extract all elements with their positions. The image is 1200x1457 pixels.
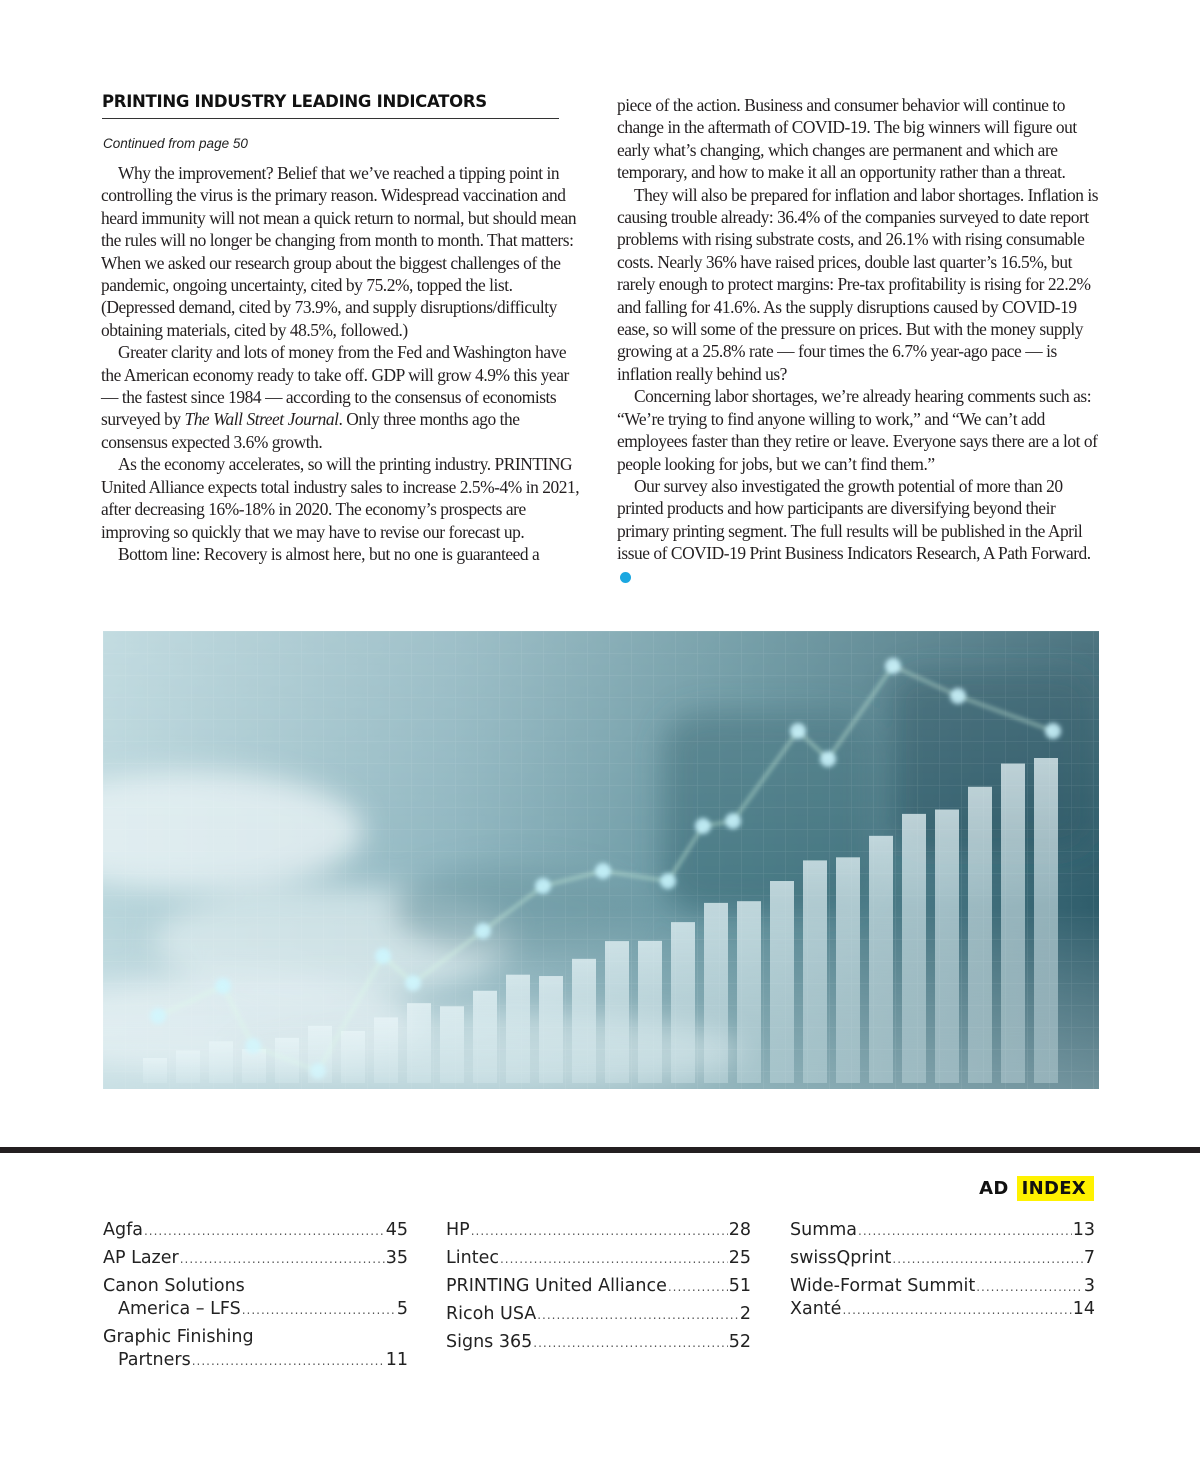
advertiser-name: Xanté bbox=[790, 1299, 842, 1319]
ad-entry-printing-united bbox=[446, 1276, 751, 1299]
article-paragraph: piece of the action. Business and consumer behavior will continue to change in the aftermath of COVID-19. The big winners will figure out early what’s changing, which changes are permanent and which are temporary, and how to make it all an opportunity rather than a threat. bbox=[617, 95, 1077, 183]
article-paragraph bbox=[617, 475, 1101, 587]
article-column-right bbox=[617, 94, 1101, 587]
article-column-left bbox=[101, 162, 586, 565]
end-of-article-dot-icon bbox=[620, 572, 631, 583]
page-number: 11 bbox=[385, 1350, 408, 1370]
leader-dots bbox=[537, 1308, 739, 1322]
article-paragraph: Why the improvement? Belief that we’ve reached a tipping point in controlling the virus is the primary reason. Widespread vaccination and heard immunity will not mean a quick return to normal, but should mean the rules will no longer be changing from month to month. That matters: When we asked our research group about the biggest challenges of the pandemic, ongoing uncertainty, cited by 75.2%, topped the list. (Depressed demand, cited by 73.9%, and supply disruptions/difficulty obtaining materials, cited by 48.5%, followed.) bbox=[101, 163, 577, 340]
advertiser-name: swissQprint bbox=[790, 1248, 892, 1268]
ad-entry-summa bbox=[790, 1220, 1095, 1243]
ad-entry-agfa bbox=[103, 1220, 408, 1243]
page-number: 5 bbox=[396, 1299, 408, 1319]
ad-index-column-1 bbox=[103, 1220, 408, 1378]
page-number: 51 bbox=[728, 1276, 751, 1296]
advertiser-name: Summa bbox=[790, 1220, 858, 1240]
stock-photo-growth-chart bbox=[103, 631, 1099, 1089]
leader-dots bbox=[471, 1224, 728, 1238]
page-number: 35 bbox=[385, 1248, 408, 1268]
section-title: PRINTING INDUSTRY LEADING INDICATORS bbox=[102, 92, 559, 119]
article-text: . Only three months ago the consensus expected 3.6% growth. bbox=[101, 409, 520, 452]
ad-entry-graphic-finishing bbox=[103, 1327, 408, 1373]
ad-entry-hp bbox=[446, 1220, 751, 1243]
section-divider bbox=[0, 1147, 1200, 1153]
ad-index-title-index: INDEX bbox=[1017, 1176, 1094, 1201]
ad-entry-lintec bbox=[446, 1248, 751, 1271]
continued-note: Continued from page 50 bbox=[103, 136, 248, 151]
ad-entry-ap-lazer bbox=[103, 1248, 408, 1271]
leader-dots bbox=[842, 1303, 1071, 1317]
page-number: 13 bbox=[1072, 1220, 1095, 1240]
page-number: 52 bbox=[728, 1332, 751, 1352]
article-text: Our survey also investigated the growth potential of more than 20 printed products and how participants are diversifying beyond their primary printing segment. The full results will be published in the April issue of COVID-19 Print Business Indicators Research, A Path Forward. bbox=[617, 475, 1091, 564]
ad-entry-ricoh bbox=[446, 1304, 751, 1327]
leader-dots bbox=[180, 1252, 385, 1266]
page-number: 45 bbox=[385, 1220, 408, 1240]
leader-dots bbox=[976, 1280, 1083, 1294]
advertiser-name: Lintec bbox=[446, 1248, 499, 1268]
advertiser-name: Canon Solutions bbox=[103, 1276, 245, 1296]
leader-dots bbox=[668, 1280, 728, 1294]
ad-entry-swissqprint bbox=[790, 1248, 1095, 1271]
ad-index-title-ad: AD bbox=[979, 1177, 1009, 1199]
advertiser-name: Ricoh USA bbox=[446, 1304, 537, 1324]
page-number: 28 bbox=[728, 1220, 751, 1240]
advertiser-name-cont: America – LFS bbox=[118, 1299, 241, 1319]
publication-name: The Wall Street Journal bbox=[184, 409, 339, 430]
page-number: 3 bbox=[1083, 1276, 1095, 1296]
leader-dots bbox=[533, 1336, 727, 1350]
article-paragraph bbox=[101, 341, 586, 453]
ad-index-title bbox=[979, 1174, 1094, 1202]
leader-dots bbox=[500, 1252, 728, 1266]
advertiser-name: AP Lazer bbox=[103, 1248, 179, 1268]
advertiser-name: Graphic Finishing bbox=[103, 1327, 254, 1347]
page-number: 2 bbox=[739, 1304, 751, 1324]
ad-entry-xante bbox=[790, 1299, 1095, 1322]
advertiser-name-cont: Partners bbox=[118, 1350, 191, 1370]
page-number: 14 bbox=[1072, 1299, 1095, 1319]
advertiser-name: HP bbox=[446, 1220, 470, 1240]
leader-dots bbox=[192, 1354, 385, 1368]
article-paragraph: Bottom line: Recovery is almost here, but no one is guaranteed a bbox=[118, 543, 540, 564]
ad-index-column-2 bbox=[446, 1220, 751, 1360]
advertiser-name: Agfa bbox=[103, 1220, 143, 1240]
page-number: 25 bbox=[728, 1248, 751, 1268]
page-number: 7 bbox=[1083, 1248, 1095, 1268]
article-text: Greater clarity and lots of money from the Fed and Washington have the American economy ready to take off. GDP will grow 4.9% this year — the fastest since 1984 — according to the consensus of economists surveyed by bbox=[101, 342, 569, 430]
leader-dots bbox=[892, 1252, 1082, 1266]
leader-dots bbox=[242, 1303, 396, 1317]
ad-entry-canon-solutions bbox=[103, 1276, 408, 1322]
ad-entry-wide-format-summit bbox=[790, 1276, 1095, 1299]
ad-entry-signs-365 bbox=[446, 1332, 751, 1355]
advertiser-name: Wide-Format Summit bbox=[790, 1276, 976, 1296]
ad-index-column-3 bbox=[790, 1220, 1095, 1327]
leader-dots bbox=[858, 1224, 1072, 1238]
advertiser-name: Signs 365 bbox=[446, 1332, 533, 1352]
article-paragraph: As the economy accelerates, so will the printing industry. PRINTING United Alliance expects total industry sales to increase 2.5%-4% in 2021, after decreasing 16%-18% in 2020. The economy’s prospects are improving so quickly that we may have to revise our forecast up. bbox=[101, 454, 580, 542]
advertiser-name: PRINTING United Alliance bbox=[446, 1276, 667, 1296]
article-paragraph: Concerning labor shortages, we’re already hearing comments such as: “We’re trying to find anyone willing to work,” and “We can’t add employees faster than they retire or leave. Everyone says there are a lot of people looking for jobs, but we can’t find them.” bbox=[617, 386, 1098, 474]
article-paragraph: They will also be prepared for inflation and labor shortages. Inflation is causing trouble already: 36.4% of the companies surveyed to date report problems with rising substrate costs, and 26.1% with rising consumable costs. Nearly 36% have raised prices, double last quarter’s 16.5%, but rarely enough to protect margins: Pre-tax profitability is rising for 22.2% and falling for 41.6%. As the supply disruptions caused by COVID-19 ease, so will some of the pressure on prices. But with the money supply growing at a 25.8% rate — four times the 6.7% year-ago pace — is inflation really behind us? bbox=[617, 184, 1099, 384]
leader-dots bbox=[144, 1224, 385, 1238]
